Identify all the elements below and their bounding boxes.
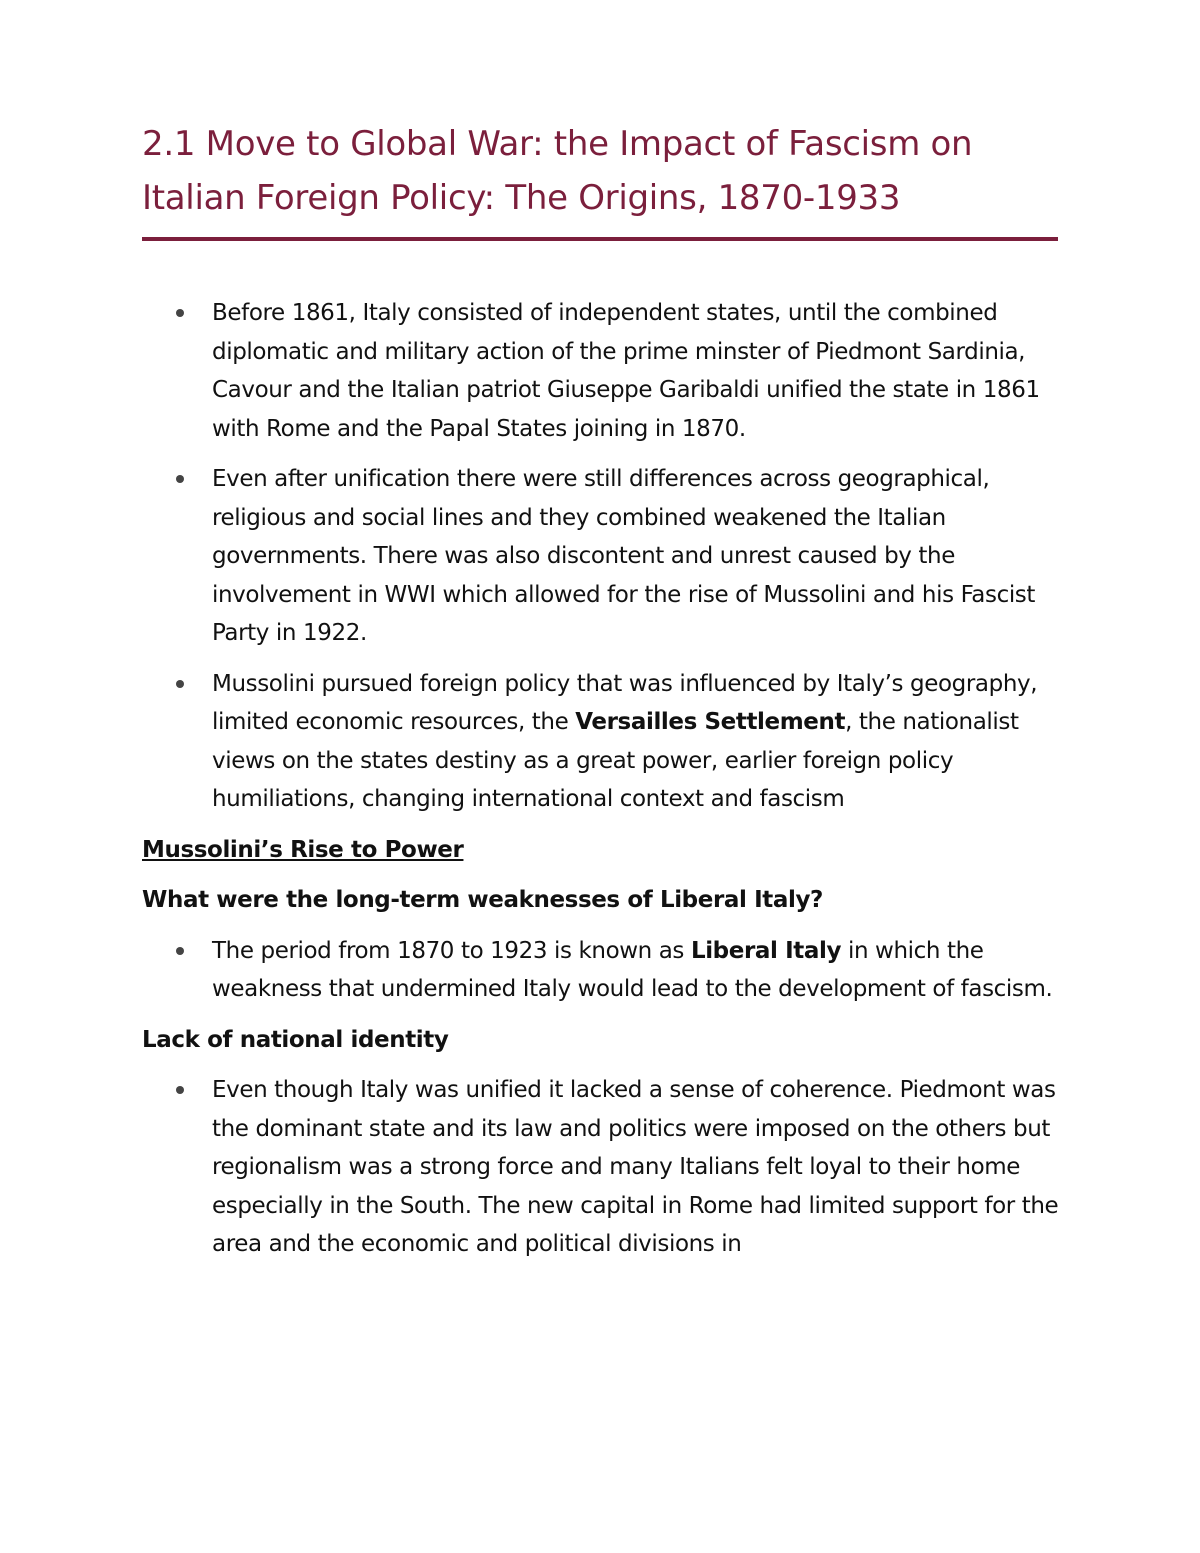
section-heading (142, 831, 1072, 870)
bullet-text-start: Mussolini pursued foreign policy that was influenced by Italy’s geography, limited economic resources, the (212, 670, 1038, 735)
title-divider (142, 237, 1058, 241)
list-item (142, 294, 1072, 448)
bullet-icon (176, 475, 184, 483)
document-title: 2.1 Move to Global War: the Impact of Fascism on Italian Foreign Policy: The Origins, 1870-1933 (142, 124, 973, 218)
bullet-text-end: , the nationalist views on the states destiny as a great power, earlier foreign policy humiliations, changing international context and fascism (212, 709, 1019, 812)
bullet-text: Even after unification there were still differences across geographical, religious and social lines and they combined weakened the Italian governments. There was also discontent and unrest caused by the involvement in WWI which allowed for the rise of Mussolini and his Fascist Party in 1922. (212, 466, 1036, 646)
bullet-text-start: The period from 1870 to 1923 is known as (212, 937, 691, 964)
bold-term-versailles: Versailles Settlement (575, 709, 846, 735)
bullet-icon (176, 309, 184, 317)
identity-bullet-list (142, 1071, 1072, 1264)
bold-term-liberal-italy: Liberal Italy (690, 937, 842, 964)
section-heading-text: Mussolini’s Rise to Power (142, 836, 464, 863)
document-body (142, 294, 1072, 1276)
bullet-text: Even though Italy was unified it lacked a sense of coherence. Piedmont was the dominant state and its law and politics were imposed on the others but regionalism was a strong force and many Italians felt loyal to their home especially in the South. The new capital in Rome had limited support for the area and the economic and political divisions in (212, 1077, 1059, 1257)
bullet-icon (176, 947, 184, 955)
liberal-italy-bullet-list (142, 932, 1072, 1009)
list-item (142, 1071, 1072, 1264)
subheading: Lack of national identity (142, 1026, 449, 1053)
bullet-icon (176, 1086, 184, 1094)
list-item (142, 665, 1072, 819)
list-item (142, 932, 1072, 1009)
bullet-text: Before 1861, Italy consisted of independent states, until the combined diplomatic and military action of the prime minster of Piedmont Sardinia, Cavour and the Italian patriot Giuseppe Garibaldi unified the state in 1861 with Rome and the Papal States joining in 1870. (212, 300, 1040, 442)
bullet-text-end: in which the weakness that undermined Italy would lead to the development of fascism. (212, 937, 1053, 1002)
intro-bullet-list (142, 294, 1072, 819)
bullet-icon (176, 680, 184, 688)
list-item (142, 460, 1072, 653)
question-heading: What were the long-term weaknesses of Liberal Italy? (142, 887, 823, 913)
